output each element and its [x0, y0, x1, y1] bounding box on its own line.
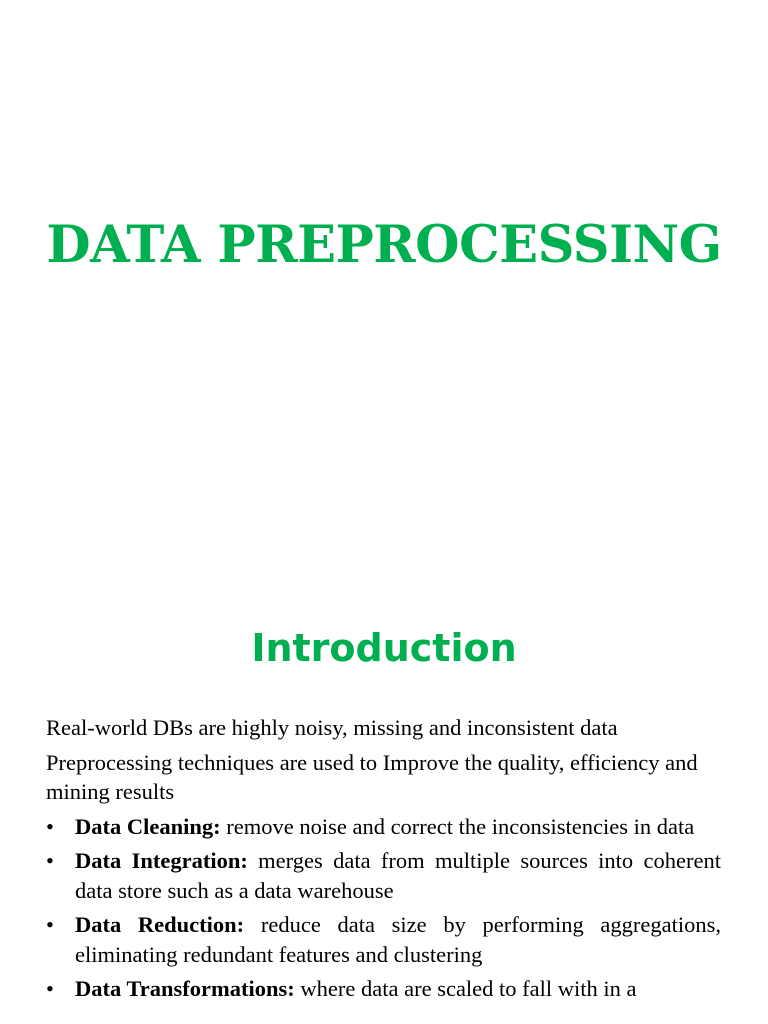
- list-item: [46, 812, 721, 842]
- bullet-text: where data are scaled to fall with in a: [294, 976, 637, 1001]
- bullet-term: Data Cleaning:: [75, 813, 221, 839]
- list-item: [46, 910, 721, 969]
- bullet-term: Data Transformations:: [75, 976, 295, 1001]
- bullet-text: remove noise and correct the inconsistencies in data: [220, 813, 695, 839]
- paragraph: Preprocessing techniques are used to Improve the quality, efficiency and mining results: [46, 749, 698, 804]
- bullet-icon: •: [46, 848, 54, 873]
- page-title: DATA PREPROCESSING: [46, 215, 722, 275]
- list-item: [46, 846, 721, 905]
- bullet-text: merges data from multiple sources into coherent data store such as a data warehouse: [75, 848, 721, 903]
- bullet-icon: •: [46, 813, 54, 839]
- bullet-list: [46, 812, 721, 1004]
- bullet-term: Data Reduction:: [75, 912, 245, 937]
- list-item: [46, 974, 721, 1004]
- bullet-text: reduce data size by performing aggregations, eliminating redundant features and clustering: [75, 912, 721, 967]
- body-text: [46, 713, 721, 1009]
- paragraph: Real-world DBs are highly noisy, missing and inconsistent data: [46, 715, 618, 740]
- section-heading: Introduction: [251, 626, 517, 670]
- bullet-icon: •: [46, 976, 54, 1001]
- bullet-term: Data Integration:: [75, 848, 248, 873]
- bullet-icon: •: [46, 912, 54, 937]
